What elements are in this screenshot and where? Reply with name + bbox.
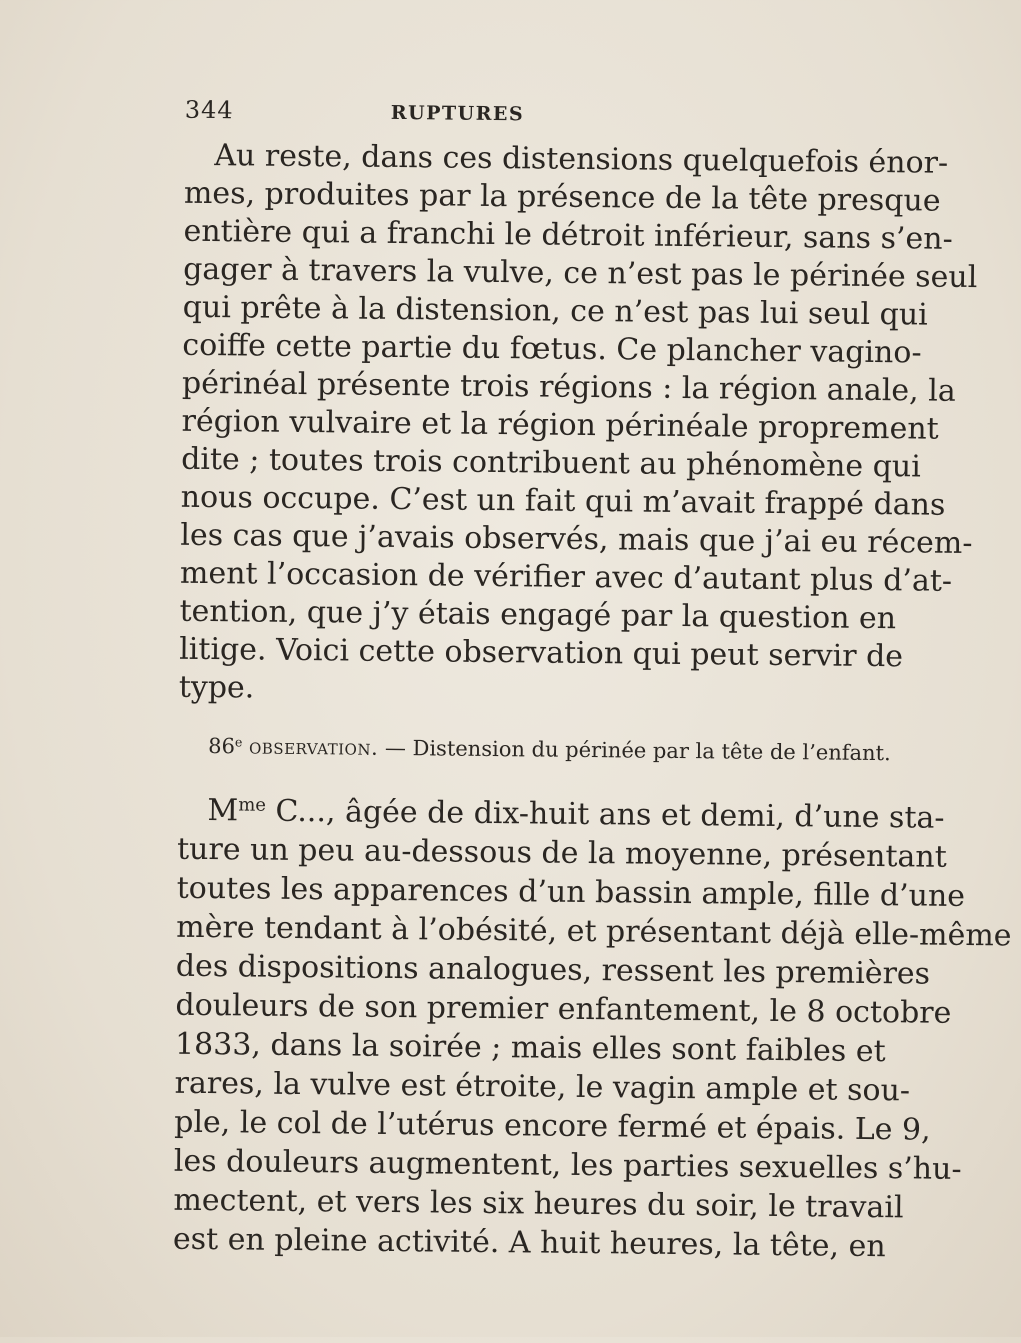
text-line: est en pleine activité. A huit heures, la tête, en xyxy=(172,1221,886,1265)
observation-number: 86 xyxy=(208,734,236,759)
text-line: gager à travers la vulve, ce n’est pas le périnée seul xyxy=(182,251,978,296)
text-line: les cas que j’avais observés, mais que j’ai eu récem- xyxy=(180,517,973,562)
page-header xyxy=(185,96,725,132)
text-line: tention, que j’y étais engagé par la question en xyxy=(179,593,897,637)
text-line: périnéal présente trois régions : la région anale, la xyxy=(181,365,956,409)
text-line: rares, la vulve est étroite, le vagin ample et sou- xyxy=(174,1065,911,1109)
honorific: M xyxy=(207,793,239,829)
text-line: nous occupe. C’est un fait qui m’avait frappé dans xyxy=(180,479,946,523)
text-line: entière qui a franchi le détroit inférieur, sans s’en- xyxy=(183,213,953,257)
text-line: ple, le col de l’utérus encore fermé et épais. Le 9, xyxy=(174,1104,931,1148)
page-number: 344 xyxy=(184,95,234,125)
text-line: ture un peu au-dessous de la moyenne, présentant xyxy=(176,831,947,875)
running-title: RUPTURES xyxy=(390,101,525,126)
observation-heading xyxy=(208,734,891,766)
text-line: des dispositions analogues, ressent les premières xyxy=(175,948,931,992)
text-line: 1833, dans la soirée ; mais elles sont faibles et xyxy=(174,1026,886,1070)
text-line: type. xyxy=(178,669,255,706)
text-line: dite ; toutes trois contribuent au phénomène qui xyxy=(180,441,921,485)
text-line: région vulvaire et la région périnéale proprement xyxy=(181,403,939,447)
text-line: mes, produites par la présence de la tête presque xyxy=(183,175,941,219)
text-line: toutes les apparences d’un bassin ample, fille d’une xyxy=(176,870,966,914)
text-line: coiffe cette partie du fœtus. Ce plancher vagino- xyxy=(182,327,922,371)
observation-title: — Distension du périnée par la tête de l’enfant. xyxy=(378,735,891,766)
text-line-rest: C..., âgée de dix-huit ans et demi, d’une sta- xyxy=(265,793,945,836)
text-line: mectent, et vers les six heures du soir, le travail xyxy=(173,1182,904,1226)
text-line: mère tendant à l’obésité, et présentant déjà elle-même xyxy=(176,909,1012,954)
text-line: qui prête à la distension, ce n’est pas lui seul qui xyxy=(182,289,928,333)
honorific-superscript: me xyxy=(238,794,267,816)
text-line: ment l’occasion de vérifier avec d’autant plus d’at- xyxy=(179,555,953,599)
text-line: les douleurs augmentent, les parties sexuelles s’hu- xyxy=(173,1143,962,1187)
observation-label: observation. xyxy=(248,734,379,760)
observation-number-suffix: e xyxy=(234,734,243,750)
text-line: litige. Voici cette observation qui peut servir de xyxy=(179,631,904,675)
text-line: douleurs de son premier enfantement, le 8 octobre xyxy=(175,987,952,1031)
text-line: Au reste, dans ces distensions quelquefois énor- xyxy=(214,138,949,181)
text-line xyxy=(207,793,945,836)
